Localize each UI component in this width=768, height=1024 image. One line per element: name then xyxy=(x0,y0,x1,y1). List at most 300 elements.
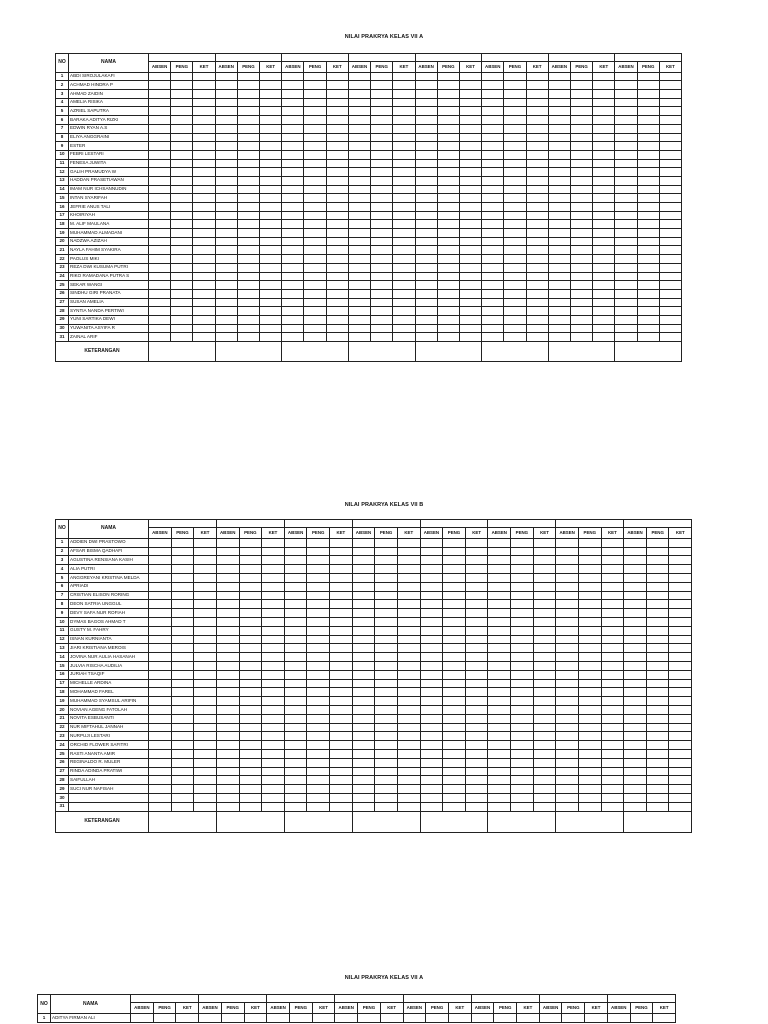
grade-cell[interactable] xyxy=(556,688,579,697)
grade-cell[interactable] xyxy=(284,758,307,767)
grade-cell[interactable] xyxy=(352,688,375,697)
grade-cell[interactable] xyxy=(615,194,637,203)
grade-cell[interactable] xyxy=(630,1014,653,1023)
grade-cell[interactable] xyxy=(282,194,304,203)
grade-cell[interactable] xyxy=(397,626,420,635)
grade-cell[interactable] xyxy=(578,556,601,565)
grade-cell[interactable] xyxy=(307,679,330,688)
grade-cell[interactable] xyxy=(171,670,194,679)
grade-cell[interactable] xyxy=(637,98,659,107)
grade-cell[interactable] xyxy=(262,661,285,670)
grade-cell[interactable] xyxy=(260,211,282,220)
grade-cell[interactable] xyxy=(262,609,285,618)
grade-cell[interactable] xyxy=(570,237,592,246)
grade-cell[interactable] xyxy=(171,289,193,298)
grade-cell[interactable] xyxy=(239,679,262,688)
grade-cell[interactable] xyxy=(171,688,194,697)
grade-cell[interactable] xyxy=(511,635,534,644)
grade-cell[interactable] xyxy=(443,802,466,811)
grade-cell[interactable] xyxy=(375,609,398,618)
grade-cell[interactable] xyxy=(149,679,172,688)
grade-cell[interactable] xyxy=(194,802,217,811)
grade-cell[interactable] xyxy=(176,1014,199,1023)
grade-cell[interactable] xyxy=(443,705,466,714)
grade-cell[interactable] xyxy=(193,289,215,298)
grade-cell[interactable] xyxy=(533,582,556,591)
grade-cell[interactable] xyxy=(443,547,466,556)
grade-cell[interactable] xyxy=(669,793,692,802)
grade-cell[interactable] xyxy=(307,582,330,591)
grade-cell[interactable] xyxy=(556,626,579,635)
grade-cell[interactable] xyxy=(601,538,624,547)
grade-cell[interactable] xyxy=(237,281,259,290)
grade-cell[interactable] xyxy=(601,582,624,591)
grade-cell[interactable] xyxy=(533,538,556,547)
grade-cell[interactable] xyxy=(415,176,437,185)
grade-cell[interactable] xyxy=(282,142,304,151)
grade-cell[interactable] xyxy=(443,741,466,750)
grade-cell[interactable] xyxy=(504,81,526,90)
grade-cell[interactable] xyxy=(526,203,548,212)
grade-cell[interactable] xyxy=(326,263,348,272)
grade-cell[interactable] xyxy=(215,90,237,99)
grade-cell[interactable] xyxy=(511,741,534,750)
grade-cell[interactable] xyxy=(488,538,511,547)
grade-cell[interactable] xyxy=(171,767,194,776)
grade-cell[interactable] xyxy=(653,1014,676,1023)
grade-cell[interactable] xyxy=(330,741,353,750)
grade-cell[interactable] xyxy=(459,168,481,177)
grade-cell[interactable] xyxy=(570,124,592,133)
grade-cell[interactable] xyxy=(415,72,437,81)
grade-cell[interactable] xyxy=(375,741,398,750)
grade-cell[interactable] xyxy=(420,793,443,802)
grade-cell[interactable] xyxy=(465,688,488,697)
grade-cell[interactable] xyxy=(465,802,488,811)
grade-cell[interactable] xyxy=(171,124,193,133)
grade-cell[interactable] xyxy=(548,281,570,290)
grade-cell[interactable] xyxy=(504,333,526,342)
grade-cell[interactable] xyxy=(488,600,511,609)
grade-cell[interactable] xyxy=(459,246,481,255)
grade-cell[interactable] xyxy=(304,81,326,90)
grade-cell[interactable] xyxy=(193,194,215,203)
grade-cell[interactable] xyxy=(260,133,282,142)
grade-cell[interactable] xyxy=(149,626,172,635)
grade-cell[interactable] xyxy=(578,591,601,600)
grade-cell[interactable] xyxy=(237,333,259,342)
grade-cell[interactable] xyxy=(533,749,556,758)
grade-cell[interactable] xyxy=(282,272,304,281)
grade-cell[interactable] xyxy=(375,802,398,811)
grade-cell[interactable] xyxy=(459,107,481,116)
grade-cell[interactable] xyxy=(646,565,669,574)
grade-cell[interactable] xyxy=(330,565,353,574)
grade-cell[interactable] xyxy=(578,802,601,811)
grade-cell[interactable] xyxy=(578,565,601,574)
grade-cell[interactable] xyxy=(282,107,304,116)
grade-cell[interactable] xyxy=(371,176,393,185)
grade-cell[interactable] xyxy=(533,732,556,741)
grade-cell[interactable] xyxy=(593,246,615,255)
grade-cell[interactable] xyxy=(556,556,579,565)
grade-cell[interactable] xyxy=(615,272,637,281)
grade-cell[interactable] xyxy=(171,741,194,750)
grade-cell[interactable] xyxy=(304,307,326,316)
grade-cell[interactable] xyxy=(669,776,692,785)
grade-cell[interactable] xyxy=(420,697,443,706)
grade-cell[interactable] xyxy=(397,600,420,609)
grade-cell[interactable] xyxy=(556,697,579,706)
grade-cell[interactable] xyxy=(570,72,592,81)
grade-cell[interactable] xyxy=(459,194,481,203)
grade-cell[interactable] xyxy=(393,90,415,99)
grade-cell[interactable] xyxy=(216,749,239,758)
grade-cell[interactable] xyxy=(437,142,459,151)
grade-cell[interactable] xyxy=(171,785,194,794)
grade-cell[interactable] xyxy=(637,159,659,168)
grade-cell[interactable] xyxy=(307,617,330,626)
grade-cell[interactable] xyxy=(593,289,615,298)
grade-cell[interactable] xyxy=(659,72,681,81)
grade-cell[interactable] xyxy=(488,714,511,723)
grade-cell[interactable] xyxy=(171,159,193,168)
grade-cell[interactable] xyxy=(193,176,215,185)
grade-cell[interactable] xyxy=(260,81,282,90)
grade-cell[interactable] xyxy=(393,142,415,151)
grade-cell[interactable] xyxy=(239,705,262,714)
grade-cell[interactable] xyxy=(659,255,681,264)
grade-cell[interactable] xyxy=(459,281,481,290)
grade-cell[interactable] xyxy=(397,741,420,750)
grade-cell[interactable] xyxy=(504,133,526,142)
grade-cell[interactable] xyxy=(459,298,481,307)
grade-cell[interactable] xyxy=(149,176,171,185)
grade-cell[interactable] xyxy=(284,556,307,565)
grade-cell[interactable] xyxy=(149,697,172,706)
grade-cell[interactable] xyxy=(393,263,415,272)
grade-cell[interactable] xyxy=(437,324,459,333)
grade-cell[interactable] xyxy=(570,150,592,159)
grade-cell[interactable] xyxy=(307,573,330,582)
grade-cell[interactable] xyxy=(533,741,556,750)
grade-cell[interactable] xyxy=(646,758,669,767)
grade-cell[interactable] xyxy=(488,609,511,618)
grade-cell[interactable] xyxy=(659,168,681,177)
grade-cell[interactable] xyxy=(171,600,194,609)
grade-cell[interactable] xyxy=(488,793,511,802)
grade-cell[interactable] xyxy=(171,609,194,618)
grade-cell[interactable] xyxy=(149,133,171,142)
grade-cell[interactable] xyxy=(570,98,592,107)
grade-cell[interactable] xyxy=(260,220,282,229)
grade-cell[interactable] xyxy=(284,617,307,626)
grade-cell[interactable] xyxy=(437,211,459,220)
grade-cell[interactable] xyxy=(260,90,282,99)
grade-cell[interactable] xyxy=(659,289,681,298)
grade-cell[interactable] xyxy=(420,802,443,811)
grade-cell[interactable] xyxy=(570,176,592,185)
grade-cell[interactable] xyxy=(304,133,326,142)
grade-cell[interactable] xyxy=(330,556,353,565)
grade-cell[interactable] xyxy=(326,281,348,290)
grade-cell[interactable] xyxy=(326,298,348,307)
grade-cell[interactable] xyxy=(260,272,282,281)
grade-cell[interactable] xyxy=(260,263,282,272)
grade-cell[interactable] xyxy=(371,168,393,177)
grade-cell[interactable] xyxy=(488,785,511,794)
grade-cell[interactable] xyxy=(593,220,615,229)
grade-cell[interactable] xyxy=(437,159,459,168)
grade-cell[interactable] xyxy=(465,635,488,644)
grade-cell[interactable] xyxy=(459,159,481,168)
grade-cell[interactable] xyxy=(171,556,194,565)
grade-cell[interactable] xyxy=(601,749,624,758)
grade-cell[interactable] xyxy=(420,776,443,785)
grade-cell[interactable] xyxy=(307,538,330,547)
grade-cell[interactable] xyxy=(548,307,570,316)
grade-cell[interactable] xyxy=(624,556,647,565)
grade-cell[interactable] xyxy=(239,688,262,697)
grade-cell[interactable] xyxy=(488,661,511,670)
grade-cell[interactable] xyxy=(330,609,353,618)
grade-cell[interactable] xyxy=(669,802,692,811)
grade-cell[interactable] xyxy=(149,333,171,342)
grade-cell[interactable] xyxy=(194,732,217,741)
grade-cell[interactable] xyxy=(149,90,171,99)
grade-cell[interactable] xyxy=(533,644,556,653)
grade-cell[interactable] xyxy=(149,203,171,212)
grade-cell[interactable] xyxy=(669,573,692,582)
grade-cell[interactable] xyxy=(443,565,466,574)
grade-cell[interactable] xyxy=(260,159,282,168)
grade-cell[interactable] xyxy=(548,289,570,298)
grade-cell[interactable] xyxy=(459,229,481,238)
grade-cell[interactable] xyxy=(526,237,548,246)
grade-cell[interactable] xyxy=(330,661,353,670)
grade-cell[interactable] xyxy=(262,714,285,723)
grade-cell[interactable] xyxy=(330,723,353,732)
grade-cell[interactable] xyxy=(397,547,420,556)
grade-cell[interactable] xyxy=(548,116,570,125)
grade-cell[interactable] xyxy=(615,255,637,264)
grade-cell[interactable] xyxy=(282,281,304,290)
grade-cell[interactable] xyxy=(262,565,285,574)
grade-cell[interactable] xyxy=(669,582,692,591)
grade-cell[interactable] xyxy=(615,333,637,342)
grade-cell[interactable] xyxy=(397,758,420,767)
grade-cell[interactable] xyxy=(437,81,459,90)
grade-cell[interactable] xyxy=(578,547,601,556)
grade-cell[interactable] xyxy=(171,315,193,324)
grade-cell[interactable] xyxy=(624,705,647,714)
grade-cell[interactable] xyxy=(548,176,570,185)
grade-cell[interactable] xyxy=(526,116,548,125)
grade-cell[interactable] xyxy=(304,263,326,272)
grade-cell[interactable] xyxy=(149,150,171,159)
grade-cell[interactable] xyxy=(171,263,193,272)
grade-cell[interactable] xyxy=(482,98,504,107)
grade-cell[interactable] xyxy=(194,573,217,582)
grade-cell[interactable] xyxy=(326,107,348,116)
grade-cell[interactable] xyxy=(215,194,237,203)
grade-cell[interactable] xyxy=(601,635,624,644)
grade-cell[interactable] xyxy=(646,661,669,670)
grade-cell[interactable] xyxy=(397,617,420,626)
grade-cell[interactable] xyxy=(533,565,556,574)
grade-cell[interactable] xyxy=(601,600,624,609)
grade-cell[interactable] xyxy=(352,661,375,670)
grade-cell[interactable] xyxy=(637,237,659,246)
grade-cell[interactable] xyxy=(511,661,534,670)
grade-cell[interactable] xyxy=(601,741,624,750)
grade-cell[interactable] xyxy=(193,272,215,281)
grade-cell[interactable] xyxy=(262,741,285,750)
grade-cell[interactable] xyxy=(397,609,420,618)
grade-cell[interactable] xyxy=(593,194,615,203)
grade-cell[interactable] xyxy=(511,670,534,679)
grade-cell[interactable] xyxy=(533,547,556,556)
grade-cell[interactable] xyxy=(216,723,239,732)
grade-cell[interactable] xyxy=(371,315,393,324)
grade-cell[interactable] xyxy=(504,116,526,125)
grade-cell[interactable] xyxy=(194,697,217,706)
grade-cell[interactable] xyxy=(488,591,511,600)
grade-cell[interactable] xyxy=(397,793,420,802)
grade-cell[interactable] xyxy=(624,767,647,776)
grade-cell[interactable] xyxy=(646,785,669,794)
grade-cell[interactable] xyxy=(284,591,307,600)
grade-cell[interactable] xyxy=(194,785,217,794)
grade-cell[interactable] xyxy=(397,679,420,688)
grade-cell[interactable] xyxy=(465,644,488,653)
grade-cell[interactable] xyxy=(511,705,534,714)
keterangan-cell[interactable] xyxy=(624,811,692,832)
grade-cell[interactable] xyxy=(330,705,353,714)
grade-cell[interactable] xyxy=(570,246,592,255)
grade-cell[interactable] xyxy=(443,767,466,776)
grade-cell[interactable] xyxy=(624,653,647,662)
grade-cell[interactable] xyxy=(282,116,304,125)
grade-cell[interactable] xyxy=(488,653,511,662)
keterangan-cell[interactable] xyxy=(420,811,488,832)
grade-cell[interactable] xyxy=(304,211,326,220)
grade-cell[interactable] xyxy=(459,237,481,246)
grade-cell[interactable] xyxy=(194,661,217,670)
grade-cell[interactable] xyxy=(282,81,304,90)
grade-cell[interactable] xyxy=(482,194,504,203)
grade-cell[interactable] xyxy=(284,626,307,635)
grade-cell[interactable] xyxy=(443,635,466,644)
grade-cell[interactable] xyxy=(397,705,420,714)
grade-cell[interactable] xyxy=(326,203,348,212)
grade-cell[interactable] xyxy=(284,653,307,662)
grade-cell[interactable] xyxy=(556,609,579,618)
grade-cell[interactable] xyxy=(511,749,534,758)
grade-cell[interactable] xyxy=(669,565,692,574)
grade-cell[interactable] xyxy=(330,582,353,591)
grade-cell[interactable] xyxy=(511,644,534,653)
grade-cell[interactable] xyxy=(215,203,237,212)
grade-cell[interactable] xyxy=(624,802,647,811)
grade-cell[interactable] xyxy=(601,609,624,618)
grade-cell[interactable] xyxy=(149,600,172,609)
grade-cell[interactable] xyxy=(193,150,215,159)
grade-cell[interactable] xyxy=(239,732,262,741)
grade-cell[interactable] xyxy=(669,591,692,600)
grade-cell[interactable] xyxy=(375,600,398,609)
grade-cell[interactable] xyxy=(352,644,375,653)
grade-cell[interactable] xyxy=(397,670,420,679)
grade-cell[interactable] xyxy=(562,1014,585,1023)
grade-cell[interactable] xyxy=(397,785,420,794)
grade-cell[interactable] xyxy=(556,653,579,662)
grade-cell[interactable] xyxy=(601,714,624,723)
grade-cell[interactable] xyxy=(459,255,481,264)
grade-cell[interactable] xyxy=(465,556,488,565)
grade-cell[interactable] xyxy=(533,723,556,732)
grade-cell[interactable] xyxy=(216,679,239,688)
grade-cell[interactable] xyxy=(526,142,548,151)
grade-cell[interactable] xyxy=(330,591,353,600)
grade-cell[interactable] xyxy=(539,1014,562,1023)
grade-cell[interactable] xyxy=(504,107,526,116)
grade-cell[interactable] xyxy=(415,98,437,107)
grade-cell[interactable] xyxy=(326,211,348,220)
grade-cell[interactable] xyxy=(284,697,307,706)
grade-cell[interactable] xyxy=(284,679,307,688)
grade-cell[interactable] xyxy=(307,653,330,662)
grade-cell[interactable] xyxy=(504,237,526,246)
grade-cell[interactable] xyxy=(149,732,172,741)
grade-cell[interactable] xyxy=(504,229,526,238)
grade-cell[interactable] xyxy=(194,688,217,697)
grade-cell[interactable] xyxy=(171,281,193,290)
grade-cell[interactable] xyxy=(149,653,172,662)
grade-cell[interactable] xyxy=(526,220,548,229)
grade-cell[interactable] xyxy=(216,688,239,697)
grade-cell[interactable] xyxy=(403,1014,426,1023)
grade-cell[interactable] xyxy=(237,98,259,107)
keterangan-cell[interactable] xyxy=(352,811,420,832)
grade-cell[interactable] xyxy=(393,307,415,316)
grade-cell[interactable] xyxy=(624,582,647,591)
grade-cell[interactable] xyxy=(262,688,285,697)
grade-cell[interactable] xyxy=(194,600,217,609)
keterangan-cell[interactable] xyxy=(149,342,216,362)
grade-cell[interactable] xyxy=(194,767,217,776)
grade-cell[interactable] xyxy=(171,246,193,255)
grade-cell[interactable] xyxy=(326,150,348,159)
grade-cell[interactable] xyxy=(570,133,592,142)
grade-cell[interactable] xyxy=(459,185,481,194)
grade-cell[interactable] xyxy=(216,653,239,662)
grade-cell[interactable] xyxy=(371,185,393,194)
grade-cell[interactable] xyxy=(669,626,692,635)
grade-cell[interactable] xyxy=(526,124,548,133)
grade-cell[interactable] xyxy=(669,741,692,750)
grade-cell[interactable] xyxy=(284,573,307,582)
grade-cell[interactable] xyxy=(459,324,481,333)
keterangan-cell[interactable] xyxy=(149,811,217,832)
grade-cell[interactable] xyxy=(482,307,504,316)
grade-cell[interactable] xyxy=(420,767,443,776)
grade-cell[interactable] xyxy=(194,749,217,758)
grade-cell[interactable] xyxy=(646,670,669,679)
grade-cell[interactable] xyxy=(548,107,570,116)
grade-cell[interactable] xyxy=(526,281,548,290)
grade-cell[interactable] xyxy=(624,785,647,794)
